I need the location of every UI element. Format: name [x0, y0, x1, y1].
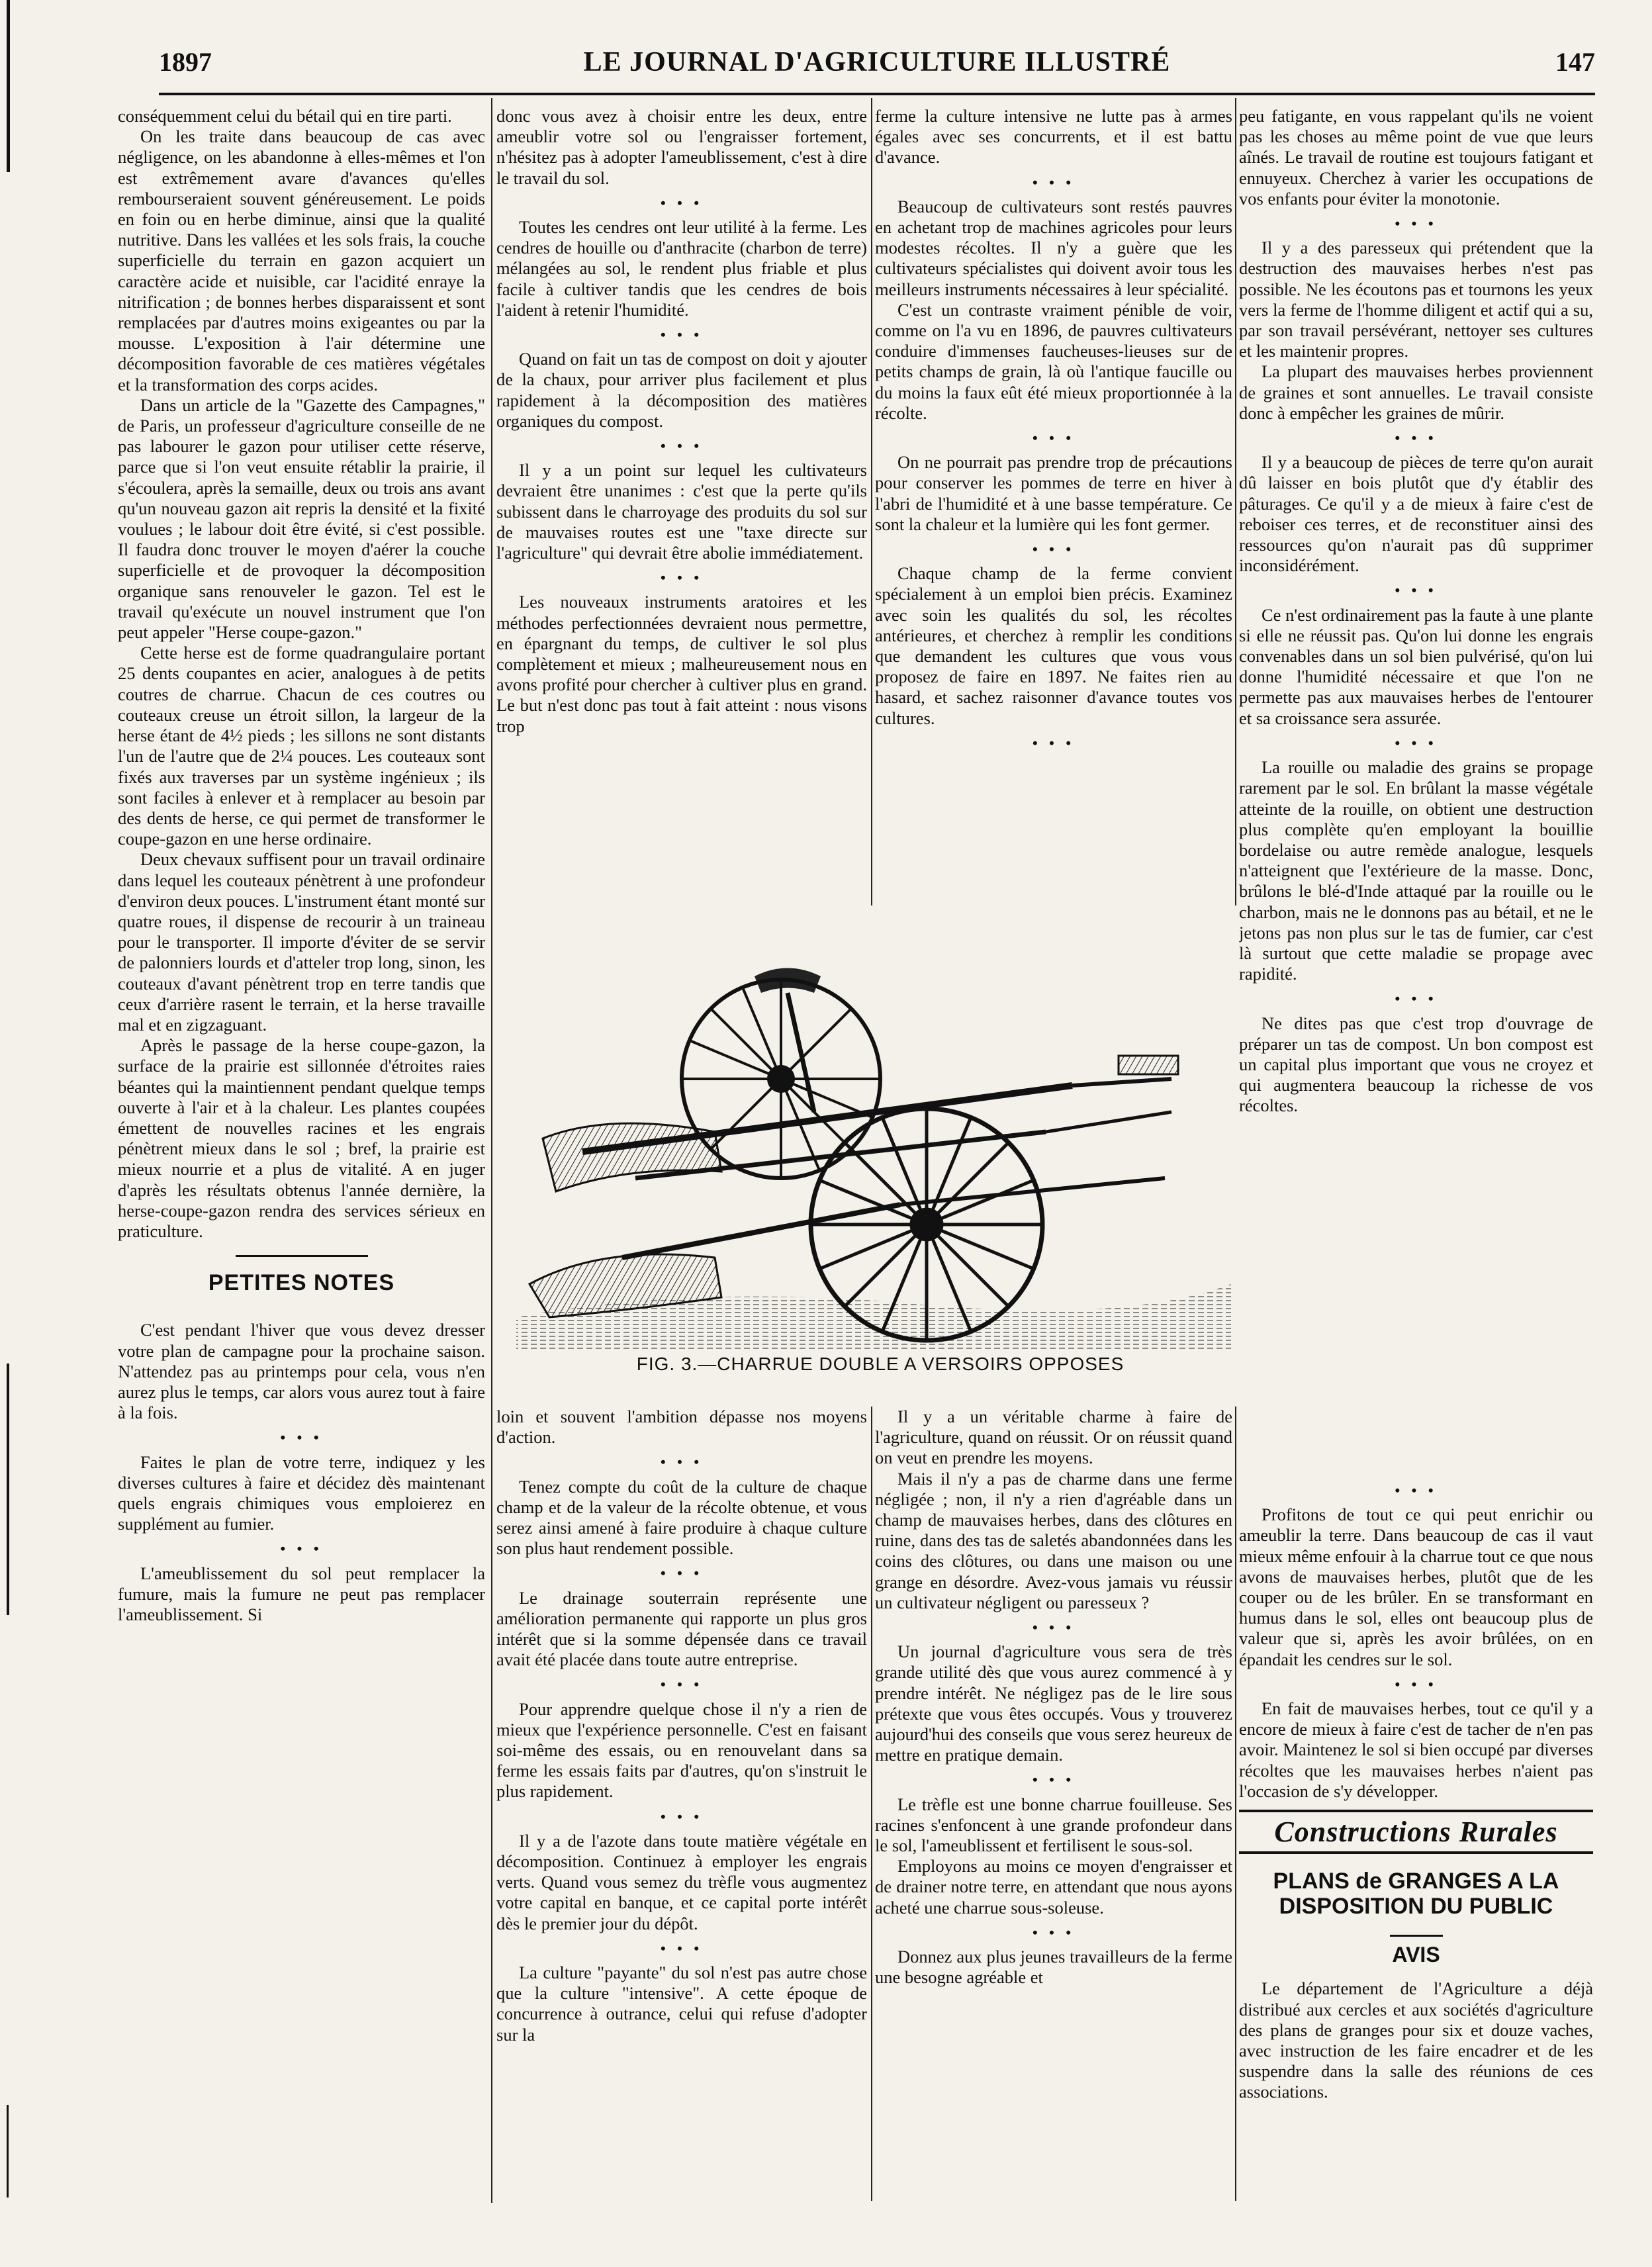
separator-stars: • • • [1032, 173, 1076, 191]
paragraph: Mais il n'y a pas de charme dans une ferme négligée ; non, il n'y a rien d'agréable dans un champ de mauvaises herbes, dans des clôtures en ruine, dans des tas de saletés abandonnées dans les coins des clôtures, ou dans une maison ou une grange en désordre. Avez-vous jamais vu réussir un cultivateur négligent ou paresseux ? [875, 1468, 1232, 1612]
separator-stars: • • • [660, 1939, 704, 1957]
header-year: 1897 [159, 47, 212, 77]
separator-stars: • • • [1032, 734, 1076, 751]
column-divider [871, 98, 872, 905]
section-title-petites-notes: PETITES NOTES [208, 1270, 395, 1296]
separator-stars: • • • [1032, 1619, 1076, 1636]
separator-stars: • • • [280, 1429, 323, 1446]
separator-stars: • • • [1395, 215, 1438, 232]
separator-stars: • • • [660, 326, 704, 344]
paragraph: Il y a beaucoup de pièces de terre qu'on aurait dû laisser en bois plutôt que d'y établir des pâturages. Ce qu'il y a de mieux à faire c'est de reboiser ces terres, et de reconstituer ainsi des ressources qu'on n'aurait pas dû supprimer inconsidérément. [1239, 452, 1593, 576]
paragraph: Tenez compte du coût de la culture de chaque champ et de la valeur de la récolte obtenue, et vous serez ainsi amené à faire produire à chaque culture son plus haut rendement possible. [496, 1476, 867, 1559]
paragraph: Beaucoup de cultivateurs sont restés pauvres en achetant trop de machines agricoles pour leurs modestes récoltes. Il n'y a guère que les cultivateurs spécialistes qui doivent avoir tous les meilleurs instruments nécessaires à leur spécialité. [875, 196, 1232, 299]
paragraph: C'est un contraste vraiment pénible de voir, comme on l'a vu en 1896, de pauvres cultivateurs conduire d'immenses faucheuses-lieuses sur de petits champs de grain, là où l'antique faucille ou du moins la faux eût été mieux proportionnée à la récolte. [875, 299, 1232, 423]
paragraph: Donnez aux plus jeunes travailleurs de la ferme une besogne agréable et [875, 1947, 1232, 1988]
paragraph: Pour apprendre quelque chose il n'y a rien de mieux que l'expérience personnelle. C'est en faisant soi-même des essais, ou en renouvelant dans sa ferme les essais faits par d'autres, qu'on s'instruit le plus rapidement. [496, 1698, 867, 1802]
column-3-top [875, 106, 1232, 757]
paragraph: Ne dites pas que c'est trop d'ouvrage de préparer un tas de compost. Un bon compost est un capital plus important que vous ne croyez et qui augmentera beaucoup la richesse de vos récoltes. [1239, 1013, 1593, 1116]
column-divider [1235, 1407, 1236, 2201]
scan-edge-mark [7, 2105, 9, 2198]
paragraph: Ce n'est ordinairement pas la faute à une plante si elle ne réussit pas. Qu'on lui donne les engrais convenables dans un sol bien pulvérisé, qu'on lui donne l'humidité nécessaire et que l'on ne permette pas aux mauvaises herbes de l'entourer et sa croissance sera assurée. [1239, 604, 1593, 728]
separator-stars: • • • [660, 1454, 704, 1471]
separator-stars: • • • [1395, 1675, 1438, 1692]
paragraph: Dans un article de la "Gazette des Campagnes," de Paris, un professeur d'agriculture conseille de ne pas labourer le gazon pour utiliser cette réserve, parce que si l'on veut ensuite rétablir la prairie, il s'écoulera, après la semaille, deux ou trois ans avant qu'un nouveau gazon ait repris la densité et la fixité voulues ; le labour doit être évité, si c'est possible. Il faudra donc trouver le moyen d'aérer la couche superficielle et de provoquer la décomposition organique sans renouveler le gazon. Tel est le travail qu'exécute un nouvel instrument que l'on peut appeler "Herse coupe-gazon." [118, 394, 485, 643]
column-3-bottom [875, 1407, 1232, 1988]
separator-stars: • • • [280, 1540, 323, 1557]
paragraph: peu fatigante, en vous rappelant qu'ils ne voient pas les choses au même point de vue que leurs aînés. Le travail de routine est toujours fatigant et ennuyeux. Cherchez à varier les occupations de vos enfants pour éviter la monotonie. [1239, 106, 1593, 208]
section-rule [236, 1255, 368, 1257]
separator-stars: • • • [1032, 1771, 1076, 1788]
paragraph: Il y a de l'azote dans toute matière végétale en décomposition. Continuez à employer les engrais verts. Quand vous semez du trèfle vous augmentez votre capital en banque, et ce capital porte intérêt dès le premier jour du dépôt. [496, 1830, 867, 1933]
paragraph: donc vous avez à choisir entre les deux, entre ameublir votre sol ou l'engraisser fortement, n'hésitez pas à adopter l'ameublissement, c'est à dire le travail du sol. [496, 106, 867, 188]
paragraph: Le trèfle est une bonne charrue fouilleuse. Ses racines s'enfoncent à une grande profondeur dans le sol, l'ameublissent et fertilisent le sous-sol. [875, 1794, 1232, 1856]
separator-stars: • • • [660, 194, 704, 211]
plough-illustration [503, 913, 1238, 1364]
paragraph: La rouille ou maladie des grains se propage rarement par le sol. En brûlant la masse végétale atteinte de la rouille, on obtient une destruction plus complète qu'en employant la bouillie bordelaise ou autre remède analogue, lesquels n'atteignent que l'extérieure de la masse. Donc, brûlons le blé-d'Inde attaqué par la rouille ou le charbon, mais ne le donnons pas au bétail, et ne le jetons pas non plus sur le tas de fumier, car c'est là surtout que cette maladie se propage avec rapidité. [1239, 757, 1593, 984]
paragraph: La plupart des mauvaises herbes proviennent de graines et sont annuelles. Le travail consiste donc à empêcher les graines de mûrir. [1239, 361, 1593, 423]
journal-title: LE JOURNAL D'AGRICULTURE ILLUSTRÉ [583, 47, 1171, 77]
paragraph: Un journal d'agriculture vous sera de très grande utilité dès que vous aurez commencé à y prendre intérêt. Ne négligez pas de le lire sous prétexte que vous êtes occupés. Vous y trouverez aujourd'hui des conseils que vous serez heureux de mettre en pratique demain. [875, 1642, 1232, 1765]
scan-edge-mark [7, 1364, 9, 1615]
paragraph: En fait de mauvaises herbes, tout ce qu'il y a encore de mieux à faire c'est de tacher de n'en pas avoir. Maintenez le sol si bien occupé par diverses récoltes que les mauvaises herbes n'aient pas l'occasion de s'y développer. [1239, 1698, 1593, 1801]
avis-heading: AVIS [1392, 1943, 1440, 1967]
separator-stars: • • • [660, 569, 704, 586]
paragraph: L'ameublissement du sol peut remplacer la fumure, mais la fumure ne peut pas remplacer l'ameublissement. Si [118, 1563, 485, 1625]
column-1 [118, 106, 485, 1625]
separator-stars: • • • [660, 1565, 704, 1582]
paragraph: Deux chevaux suffisent pour un travail ordinaire dans lequel les couteaux pénètrent à une profondeur d'environ deux pouces. L'instrument étant monté sur quatre roues, il dispense de recourir à un traineau pour le transporter. Il importe d'éviter de se servir de palonniers lourds et d'atteler trop long, sinon, les couteaux d'avant pénètrent trop en terre tandis que ceux d'arrière rasent le terrain, et la herse travaille mal et en zigzaguant. [118, 849, 485, 1035]
separator-stars: • • • [660, 1676, 704, 1693]
page-number: 147 [1555, 47, 1595, 77]
paragraph: Employons au moins ce moyen d'engraisser et de drainer notre terre, en attendant que nous ayons acheté une charrue sous-soleuse. [875, 1856, 1232, 1918]
paragraph: On les traite dans beaucoup de cas avec négligence, on les abandonne à elles-mêmes et l'on est extrêmement avare d'avances qu'elles rembourseraient souvent généreusement. Le poids en foin ou en herbe diminue, ainsi que la qualité nutritive. Dans les vallées et les sols frais, la couche superficielle du terrain en gazon acquiert un caractère acide et nuisible, car l'acidité enraye la nitrification ; de bonnes herbes disparaissent et sont remplacées par d'autres moins exigeantes ou par la mousse. L'exposition à l'air détermine une décomposition favorable de ces matières végétales et la transformation des corps acides. [118, 126, 485, 394]
column-divider [491, 98, 492, 2203]
paragraph: Faites le plan de votre terre, indiquez y les diverses cultures à faire et décidez dès maintenant quels engrais chimiques vous emploierez en supplément au fumier. [118, 1452, 485, 1534]
paragraph: Quand on fait un tas de compost on doit y ajouter de la chaux, pour arriver plus facilement et plus rapidement à la décomposition des matières organiques du compost. [496, 349, 867, 431]
separator-stars: • • • [1032, 541, 1076, 558]
paragraph: On ne pourrait pas prendre trop de précautions pour conserver les pommes de terre en hiver à l'abri de l'humidité et à une basse température. Ce sont la chaleur et la lumière qui les font germer. [875, 452, 1232, 534]
paragraph: Les nouveaux instruments aratoires et les méthodes perfectionnées devraient nous permettre, en épargnant du temps, de cultiver le sol plus complètement et mieux ; malheureusement nous en avons profité pour chercher à cultiver plus en grand. Le but n'est donc pas tout à fait atteint : nous visons trop [496, 592, 867, 736]
plans-heading: PLANS de GRANGES A LA DISPOSITION DU PUBLIC [1273, 1869, 1559, 1920]
paragraph: Profitons de tout ce qui peut enrichir ou ameublir la terre. Dans beaucoup de cas il vaut mieux même enfouir à la charrue tout ce que nous avons de mauvaises herbes, plutôt que de les couper ou de les brûler. En se transformant en humus dans le sol, elles ont beaucoup plus de valeur que si, après les avoir brûlées, on en épandait les cendres sur le sol. [1239, 1504, 1593, 1669]
section-title-constructions-rurales: Constructions Rurales [1239, 1810, 1593, 1854]
paragraph: Le drainage souterrain représente une amélioration permanente qui rapporte un plus gros intérêt que si la somme dépensée dans ce travail avait été placée dans toute autre entreprise. [496, 1587, 867, 1670]
separator-stars: • • • [1395, 582, 1438, 599]
separator-stars: • • • [1395, 734, 1438, 751]
paragraph: Il y a des paresseux qui prétendent que la destruction des mauvaises herbes n'est pas possible. Ne les écoutons pas et tournons les yeux vers la ferme de l'homme diligent et actif qui a su, par son travail persévérant, nettoyer ses cultures et les maintenir propres. [1239, 238, 1593, 361]
column-2-top [496, 106, 867, 737]
column-4-bottom [1239, 1476, 1593, 2103]
section-rule [1390, 1935, 1443, 1937]
header-rule [159, 93, 1595, 95]
scan-edge-mark [7, 0, 10, 172]
paragraph: Le département de l'Agriculture a déjà distribué aux cercles et aux sociétés d'agriculture des plans de granges pour six et douze vaches, avec instruction de les faire encadrer et de les suspendre dans la salle des réunions de ces associations. [1239, 1978, 1593, 2102]
paragraph: loin et souvent l'ambition dépasse nos moyens d'action. [496, 1407, 867, 1448]
paragraph: Toutes les cendres ont leur utilité à la ferme. Les cendres de houille ou d'anthracite (charbon de terre) mélangées au sol, le rendent plus friable et plus facile à cultiver tandis que les cendres de bois l'aident à retenir l'humidité. [496, 217, 867, 320]
figure-caption: FIG. 3.—CHARRUE DOUBLE A VERSOIRS OPPOSES [636, 1354, 1124, 1374]
paragraph: conséquemment celui du bétail qui en tire parti. [118, 106, 452, 126]
paragraph: C'est pendant l'hiver que vous devez dresser votre plan de campagne pour la prochaine saison. N'attendez pas au printemps pour cela, vous n'en aurez plus le temps, car alors vous aurez tout à faire à la fois. [118, 1320, 485, 1423]
separator-stars: • • • [1395, 1482, 1438, 1499]
paragraph: La culture "payante" du sol n'est pas autre chose que la culture "intensive". A cette époque de concurrence à outrance, celui qui refuse d'adopter sur la [496, 1963, 867, 2045]
separator-stars: • • • [660, 1808, 704, 1825]
paragraph: Chaque champ de la ferme convient spécialement à un emploi bien précis. Examinez avec soin les qualités du sol, les récoltes antérieures, et cherchez à remplir les conditions que demandent les cultures que vous vous proposez de faire en 1897. Ne faites rien au hasard, et sachez raisonner d'avance toutes vos cultures. [875, 563, 1232, 728]
separator-stars: • • • [1395, 430, 1438, 447]
column-2-bottom [496, 1407, 867, 2045]
page-header [159, 46, 1595, 93]
separator-stars: • • • [1032, 430, 1076, 447]
separator-stars: • • • [1395, 990, 1438, 1007]
paragraph: Cette herse est de forme quadrangulaire portant 25 dents coupantes en acier, analogues à de petits coutres de charrue. Chacun de ces coutres ou couteaux creuse un étroit sillon, la largeur de la herse étant de 4½ pieds ; les sillons ne sont distants l'un de l'autre que de 2¼ pouces. Les couteaux sont fixés aux traverses par un système ingénieux ; ils sont faciles à enlever et à remplacer au besoin par des dents de herse, ce qui permet de transformer le coupe-gazon en une herse ordinaire. [118, 643, 485, 849]
paragraph: Après le passage de la herse coupe-gazon, la surface de la prairie est sillonnée d'étroites raies béantes qui la maintiennent pendant quelque temps ouverte à l'air et à la chaleur. Les plantes coupées émettent de nouvelles racines et les engrais pénètrent mieux dans le sol ; bref, la prairie est mieux nourrie et a plus de vitalité. A en juger d'après les résultats obtenus l'année dernière, la herse-coupe-gazon rendra des services sérieux en praticulture. [118, 1035, 485, 1241]
separator-stars: • • • [1032, 1923, 1076, 1941]
column-divider [871, 1407, 872, 2201]
paragraph: ferme la culture intensive ne lutte pas à armes égales avec ses concurrents, et il est battu d'avance. [875, 106, 1232, 167]
separator-stars: • • • [660, 438, 704, 455]
paragraph: Il y a un véritable charme à faire de l'agriculture, quand on réussit. Or on réussit quand on veut en prendre les moyens. [875, 1407, 1232, 1468]
column-divider [1235, 98, 1236, 905]
column-4-top [1239, 106, 1593, 1117]
paragraph: Il y a un point sur lequel les cultivateurs devraient être unanimes : c'est que la perte qu'ils subissent dans le charroyage des produits du sol sur de mauvaises routes est une "taxe directe sur l'agriculture" qui devrait être abolie immédiatement. [496, 460, 867, 563]
